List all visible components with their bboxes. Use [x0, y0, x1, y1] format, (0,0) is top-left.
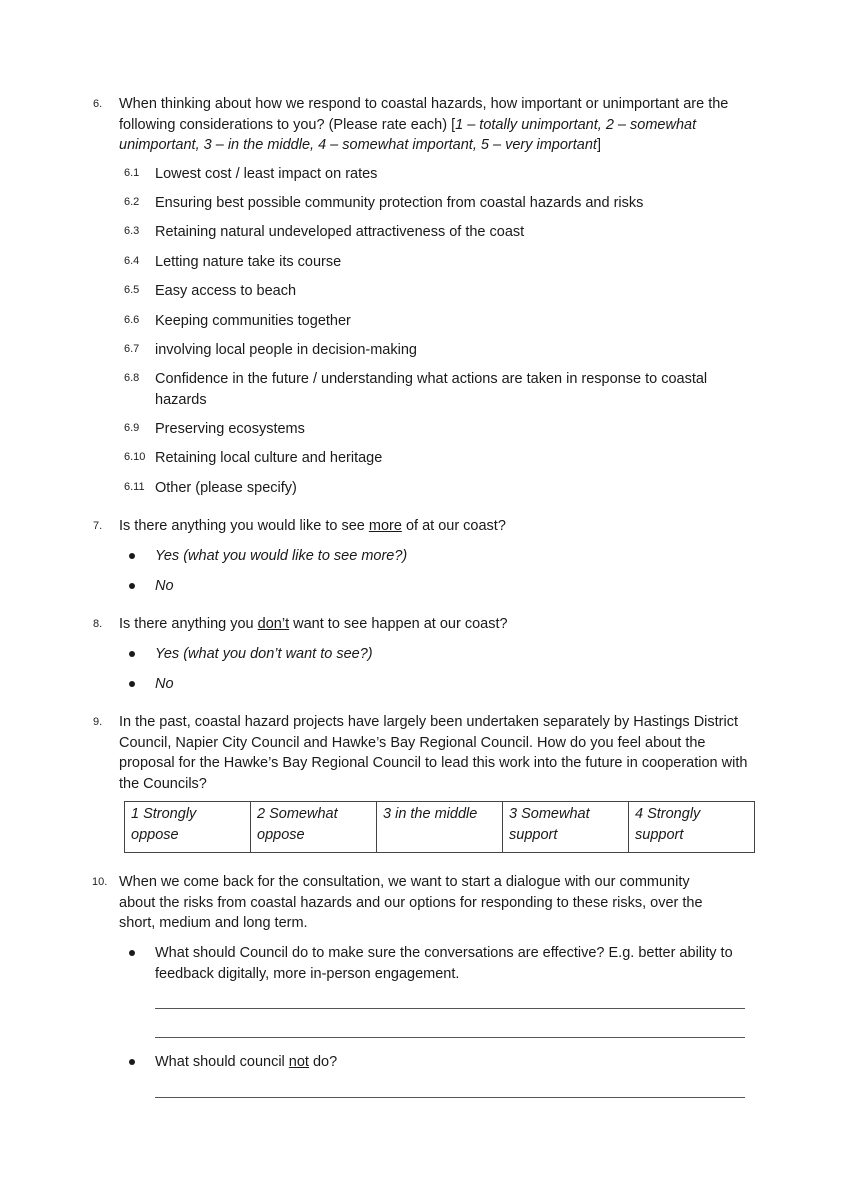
question-text: In the past, coastal hazard projects have largely been undertaken separately by Hastings District Council, Napier City Council and Hawke’s Bay Regional Council. How do you feel about the proposal for the Hawke’s Bay Regional Council to lead this work into the future in cooperation with the Councils? [119, 714, 748, 792]
question-number: 9. [93, 716, 103, 728]
list-item-6-11 [0, 478, 844, 500]
list-item-6-8 [0, 369, 844, 413]
list-item-6-7 [0, 340, 844, 362]
question-8-text-end: want to see happen at our coast? [289, 616, 508, 632]
option-text: Yes (what you would like to see more?) [155, 548, 408, 564]
scale-option-in-the-middle[interactable]: 3 in the middle [377, 802, 503, 853]
bullet-icon [129, 950, 135, 956]
question-7-text-end: of at our coast? [401, 518, 506, 534]
bullet-icon [129, 583, 135, 589]
answer-line[interactable] [155, 1037, 745, 1038]
item-text: Retaining local culture and heritage [155, 450, 383, 466]
question-text [119, 516, 759, 537]
list-item-6-9 [0, 419, 844, 441]
question-number: 8. [93, 618, 103, 630]
answer-line[interactable] [155, 1008, 745, 1009]
item-text: Retaining natural undeveloped attractiveness of the coast [155, 224, 525, 240]
question-number: 10. [92, 876, 108, 888]
item-text: Other (please specify) [155, 480, 297, 496]
option-text: No [155, 676, 174, 692]
option-text: No [155, 578, 174, 594]
answer-line[interactable] [155, 1097, 745, 1098]
item-number: 6.8 [124, 372, 140, 384]
item-text: Ensuring best possible community protection from coastal hazards and risks [155, 195, 644, 211]
item-text: Letting nature take its course [155, 254, 342, 270]
item-number: 6.2 [124, 196, 140, 208]
list-item-6-4 [0, 252, 844, 274]
question-8-text-start: Is there anything you [119, 616, 258, 632]
list-item-6-2 [0, 193, 844, 215]
bullet-2-text-start: What should council [155, 1054, 289, 1070]
scale-option-strongly-oppose[interactable]: 1 Strongly oppose [125, 802, 251, 853]
item-number: 6.6 [124, 314, 140, 326]
question-7-text-start: Is there anything you would like to see [119, 518, 369, 534]
question-text [119, 614, 759, 635]
question-text: When we come back for the consultation, we want to start a dialogue with our community about the risks from coastal hazards and our options for responding to these risks, over the short, medium and long term. [119, 874, 703, 931]
list-item-6-10 [0, 448, 844, 470]
emphasis-not: not [288, 1054, 309, 1070]
item-text: Lowest cost / least impact on rates [155, 166, 378, 182]
emphasis-dont: don’t [257, 616, 290, 632]
bullet-icon [129, 553, 135, 559]
item-number: 6.9 [124, 422, 140, 434]
item-text: Easy access to beach [155, 283, 297, 299]
bullet-icon [129, 681, 135, 687]
option-text: Yes (what you don’t want to see?) [155, 646, 373, 662]
question-6-close: ] [596, 137, 601, 153]
bullet-text: What should Council do to make sure the conversations are effective? E.g. better ability to feedback digitally, more in-person engagement. [155, 945, 733, 982]
list-item-6-3 [0, 222, 844, 244]
list-item-6-5 [0, 281, 844, 303]
bullet-icon [129, 651, 135, 657]
item-text: involving local people in decision-making [155, 342, 417, 358]
scale-option-somewhat-oppose[interactable]: 2 Somewhat oppose [251, 802, 377, 853]
item-text: Keeping communities together [155, 313, 351, 329]
emphasis-more: more [368, 518, 402, 534]
item-number: 6.1 [124, 167, 140, 179]
item-number: 6.7 [124, 343, 140, 355]
question-number: 7. [93, 520, 103, 532]
item-number: 6.10 [124, 451, 146, 463]
item-text: Confidence in the future / understanding what actions are taken in response to coastal hazards [155, 371, 708, 408]
question-text [119, 94, 759, 156]
scale-option-strongly-support[interactable]: 4 Strongly support [629, 802, 755, 853]
list-item-6-1 [0, 164, 844, 186]
item-number: 6.5 [124, 284, 140, 296]
item-number: 6.3 [124, 225, 140, 237]
bullet-2-text-end: do? [308, 1054, 338, 1070]
rating-scale-text: 1 – totally unimportant, 2 – somewhat unimportant, 3 – in the middle, 4 – somewhat important, 5 – very important [119, 116, 697, 153]
question-number: 6. [93, 98, 103, 110]
support-scale-table [124, 801, 755, 853]
bullet-icon [129, 1059, 135, 1065]
item-text: Preserving ecosystems [155, 421, 305, 437]
bullet-text [155, 1052, 755, 1073]
item-number: 6.4 [124, 255, 140, 267]
item-number: 6.11 [124, 481, 145, 493]
list-item-6-6 [0, 311, 844, 333]
scale-option-somewhat-support[interactable]: 3 Somewhat support [503, 802, 629, 853]
question-6-text: When thinking about how we respond to coastal hazards, how important or unimportant are the following considerations to you? (Please rate each) [ [119, 96, 729, 133]
